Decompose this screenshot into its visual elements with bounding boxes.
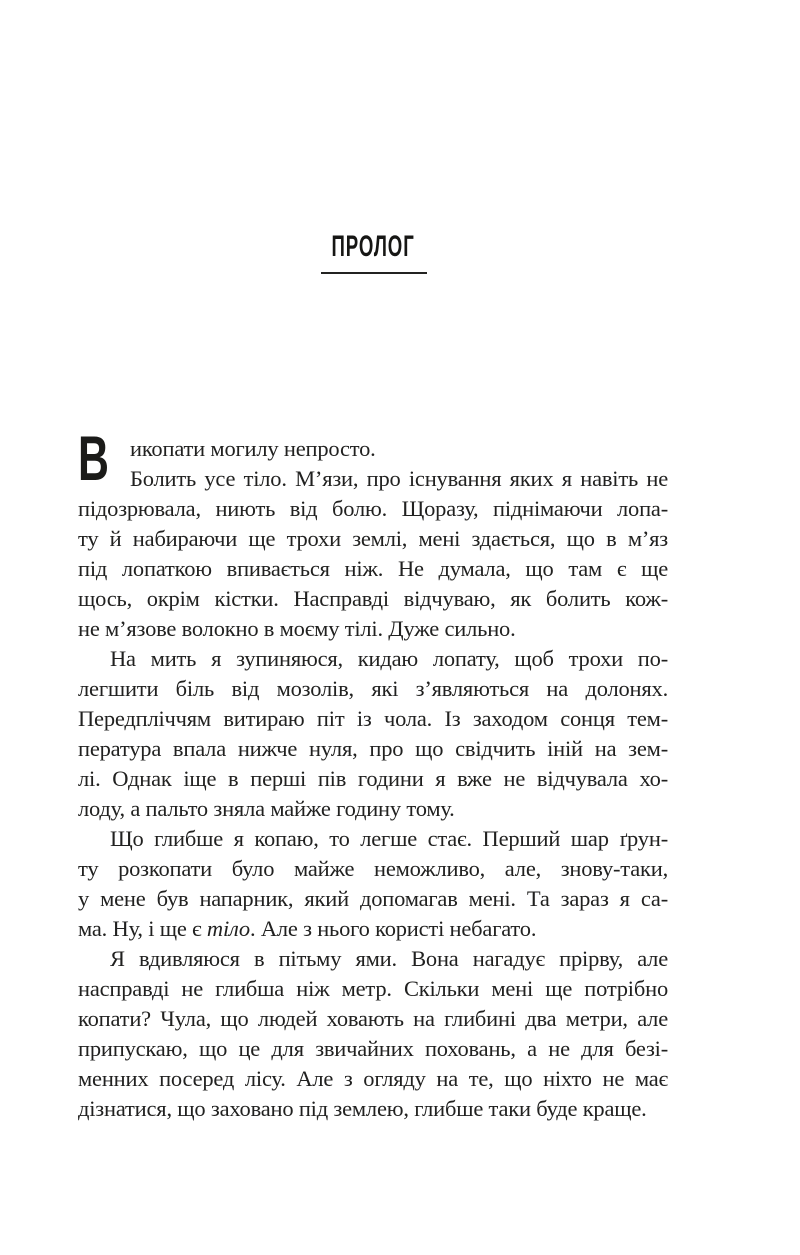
text-line: насправді не глибша ніж метр. Скільки мені ще потрібно [78,976,668,1001]
text-line: Передпліччям витираю піт із чола. Із заходом сонця тем- [78,706,668,731]
text-line: під лопаткою впивається ніж. Не думала, що там є ще [78,556,668,581]
italic-word: тіло [206,916,250,941]
text-line: підозрювала, ниють від болю. Щоразу, піднімаючи лопа- [78,496,668,521]
text-line: Я вдивляюся в пітьму ями. Вона нагадує прірву, але [110,946,668,971]
text-line: ту розкопати було майже неможливо, але, знову-таки, [78,856,668,881]
text-line: не м’язове волокно в моєму тілі. Дуже сильно. [78,616,516,641]
text-line: копати? Чула, що людей ховають на глибині два метри, але [78,1006,668,1031]
text-line: дізнатися, що заховано під землею, глибше таки буде краще. [78,1096,647,1121]
text-line: Болить усе тіло. М’язи, про існування яких я навіть не [130,466,668,491]
text-line [78,914,668,944]
text-line: Що глибше я копаю, то легше стає. Перший шар ґрун- [110,826,668,851]
text-line: менних посеред лісу. Але з огляду на те, що ніхто не має [78,1066,668,1091]
text-line: щось, окрім кістки. Насправді відчуваю, як болить кож- [78,586,668,611]
text-line: легшити біль від мозолів, які з’являються на долонях. [78,676,668,701]
text-line: лі. Однак іще в перші пів години я вже не відчувала хо- [78,766,668,791]
text-line: На мить я зупиняюся, кидаю лопату, щоб трохи по- [110,646,668,671]
text-segment: ма. Ну, і ще є [78,916,207,941]
chapter-heading-text: ПРОЛОГ [331,230,415,263]
text-segment: . Але з нього користі небагато. [249,916,537,941]
text-line: припускаю, що це для звичайних поховань, а не для безі- [78,1036,668,1061]
body-text [78,424,668,1124]
text-line: пература впала нижче нуля, про що свідчить іній на зем- [78,736,668,761]
text-line: ту й набираючи ще трохи землі, мені здається, що в м’яз [78,526,668,551]
chapter-heading [78,232,668,262]
text-line: у мене був напарник, який допомагав мені. Та зараз я са- [78,886,668,911]
text-line: лоду, а пальто зняла майже годину тому. [78,796,455,821]
drop-cap: В [78,424,109,494]
text-line: икопати могилу непросто. [130,436,376,461]
heading-rule [321,272,427,274]
opening-paragraph [78,424,668,494]
